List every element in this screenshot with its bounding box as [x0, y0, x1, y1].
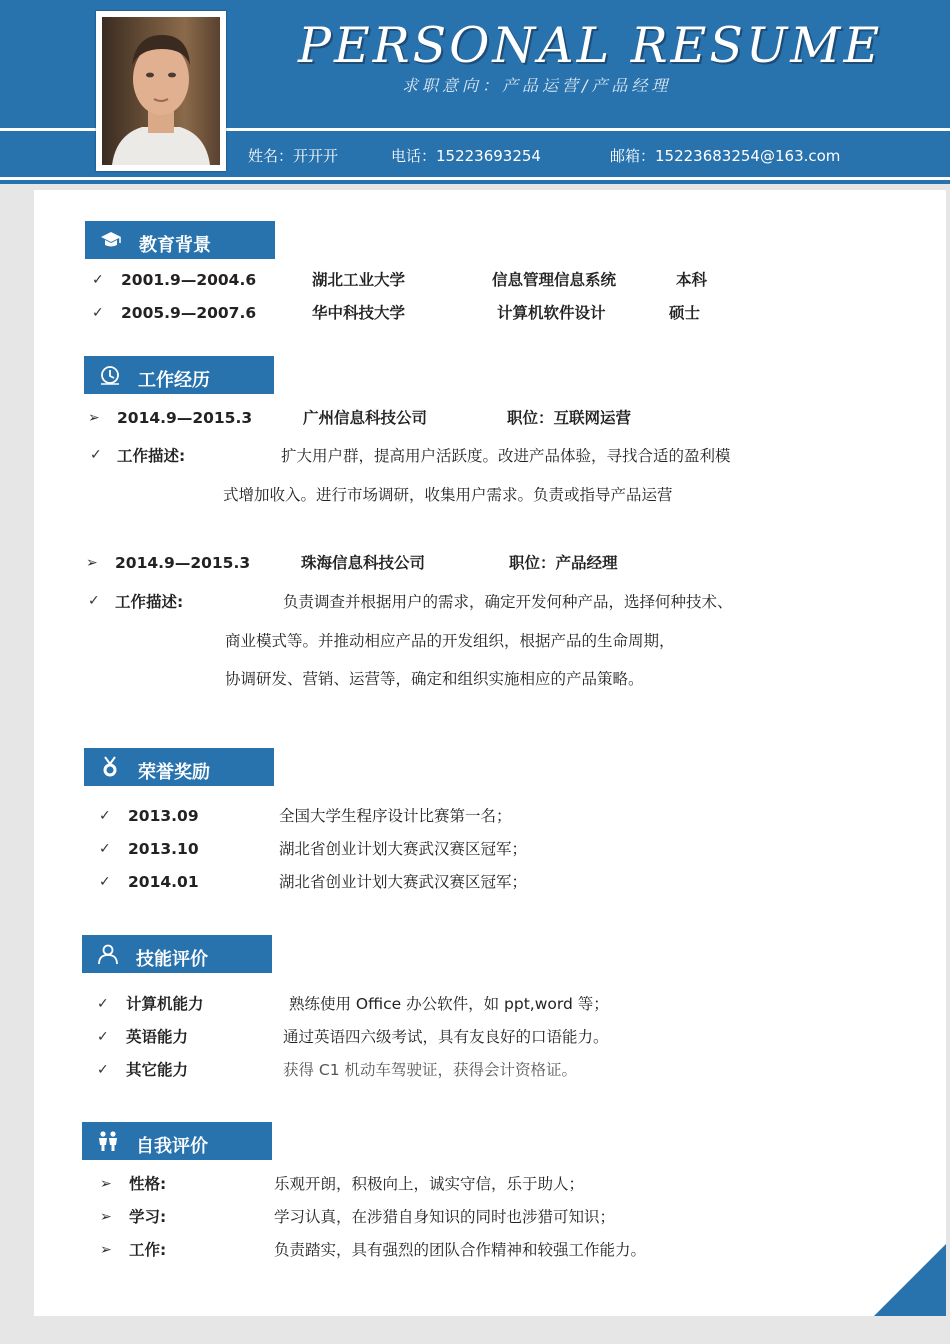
check-mark: ✓ [92, 272, 104, 288]
section-skills-title: 技能评价 [136, 949, 208, 970]
job-desc-line: 式增加收入。进行市场调研，收集用户需求。负责或指导产品运营 [223, 486, 673, 504]
check-mark: ✓ [97, 1062, 109, 1078]
education-school: 湖北工业大学 [312, 271, 406, 289]
self-text: 负责踏实，具有强烈的团队合作精神和较强工作能力。 [274, 1241, 647, 1259]
skill-label: 计算机能力 [126, 995, 204, 1013]
skill-text: 熟练使用 Office 办公软件，如 ppt,word 等； [289, 995, 609, 1013]
arrow-mark: ➢ [100, 1176, 112, 1192]
section-honors-header [84, 748, 274, 786]
education-major: 信息管理信息系统 [492, 271, 617, 289]
self-label: 工作: [129, 1241, 167, 1259]
skill-text: 获得 C1 机动车驾驶证，获得会计资格证。 [283, 1061, 578, 1079]
education-period: 2001.9—2004.6 [121, 271, 257, 289]
profile-photo [96, 11, 226, 171]
section-education-title: 教育背景 [139, 235, 211, 256]
check-mark: ✓ [99, 841, 111, 857]
education-degree: 本科 [676, 271, 708, 289]
job-desc-line: 负责调查并根据用户的需求，确定开发何种产品，选择何种技术、 [283, 593, 733, 611]
job-desc-line: 协调研发、营销、运营等，确定和组织实施相应的产品策略。 [225, 670, 644, 688]
job-position: 职位：产品经理 [509, 554, 618, 572]
honor-text: 湖北省创业计划大赛武汉赛区冠军； [279, 840, 528, 858]
check-mark: ✓ [92, 305, 104, 321]
work-icon [98, 364, 122, 386]
section-self-header [82, 1122, 272, 1160]
job-company: 珠海信息科技公司 [301, 554, 426, 572]
education-school: 华中科技大学 [312, 304, 406, 322]
header-stripe-bottom [0, 177, 950, 180]
skill-label: 英语能力 [126, 1028, 189, 1046]
section-skills-header [82, 935, 272, 973]
job-desc-line: 商业模式等。并推动相应产品的开发组织，根据产品的生命周期， [225, 632, 675, 650]
arrow-mark: ➢ [100, 1209, 112, 1225]
education-period: 2005.9—2007.6 [121, 304, 257, 322]
self-text: 学习认真，在涉猎自身知识的同时也涉猎可知识； [274, 1208, 616, 1226]
job-company: 广州信息科技公司 [303, 409, 428, 427]
medal-icon [98, 756, 122, 778]
check-mark: ✓ [90, 447, 102, 463]
section-self-title: 自我评价 [136, 1136, 208, 1157]
education-major: 计算机软件设计 [497, 304, 606, 322]
honor-text: 湖北省创业计划大赛武汉赛区冠军； [279, 873, 528, 891]
education-degree: 硕士 [669, 304, 701, 322]
arrow-mark: ➢ [88, 410, 100, 426]
honor-text: 全国大学生程序设计比赛第一名； [279, 807, 512, 825]
honor-date: 2014.01 [128, 873, 199, 891]
corner-decoration [874, 1244, 946, 1316]
honor-date: 2013.10 [128, 840, 199, 858]
job-position: 职位：互联网运营 [507, 409, 632, 427]
check-mark: ✓ [99, 808, 111, 824]
arrow-mark: ➢ [100, 1242, 112, 1258]
job-desc-label: 工作描述: [117, 447, 186, 465]
section-education-header [85, 221, 275, 259]
section-honors-title: 荣誉奖励 [138, 762, 210, 783]
graduation-cap-icon [99, 229, 123, 251]
job-objective: 求职意向：产品运营/产品经理 [402, 76, 672, 95]
check-mark: ✓ [97, 1029, 109, 1045]
self-label: 学习: [129, 1208, 167, 1226]
job-period: 2014.9—2015.3 [117, 409, 253, 427]
resume-title: PERSONAL RESUME [298, 17, 883, 74]
check-mark: ✓ [99, 874, 111, 890]
skill-label: 其它能力 [126, 1061, 189, 1079]
self-label: 性格: [129, 1175, 167, 1193]
arrow-mark: ➢ [86, 555, 98, 571]
section-work-title: 工作经历 [138, 370, 210, 391]
job-desc-label: 工作描述: [115, 593, 184, 611]
job-period: 2014.9—2015.3 [115, 554, 251, 572]
phone-field: 电话：15223693254 [391, 147, 541, 165]
name-field: 姓名：开开开 [248, 147, 339, 165]
check-mark: ✓ [97, 996, 109, 1012]
person-icon [96, 943, 120, 965]
email-field: 邮箱：15223683254@163.com [610, 147, 841, 165]
skill-text: 通过英语四六级考试，具有友良好的口语能力。 [283, 1028, 609, 1046]
section-work-header [84, 356, 274, 394]
check-mark: ✓ [88, 593, 100, 609]
honor-date: 2013.09 [128, 807, 199, 825]
people-icon [96, 1130, 120, 1152]
job-desc-line: 扩大用户群，提高用户活跃度。改进产品体验，寻找合适的盈利模 [281, 447, 731, 465]
self-text: 乐观开朗，积极向上，诚实守信，乐于助人； [274, 1175, 585, 1193]
